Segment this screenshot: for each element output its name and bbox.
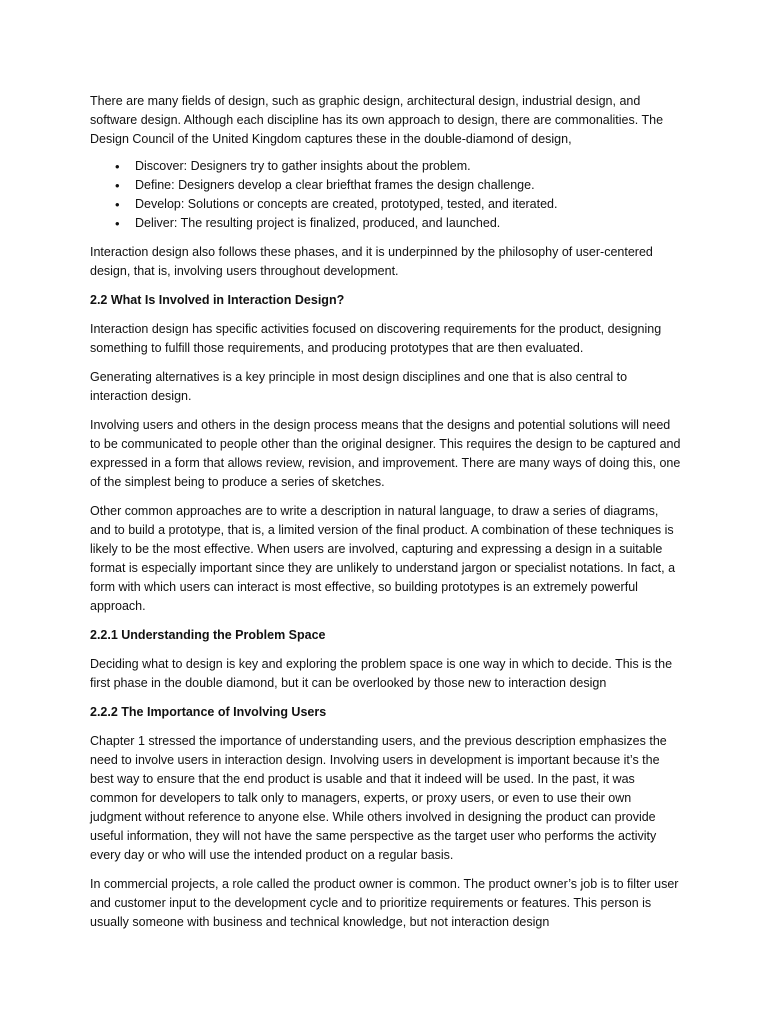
list-item: • Define: Designers develop a clear briefthat frames the design challenge.	[90, 176, 682, 195]
list-item: • Discover: Designers try to gather insights about the problem.	[90, 157, 682, 176]
product-owner-paragraph: In commercial projects, a role called the product owner is common. The product owner’s job is to filter user and customer input to the development cycle and to prioritize requirements or features. This person is usually someone with business and technical knowledge, but not interaction design	[90, 877, 679, 929]
approaches-paragraph: Other common approaches are to write a description in natural language, to draw a series of diagrams, and to build a prototype, that is, a limited version of the final product. A combination of these techniques is likely to be the most effective. When users are involved, capturing and expressing a design in a suitable format is especially important since they are unlikely to understand jargon or specialist notations. In fact, a form with which users can interact is most effective, so building prototypes is an extremely powerful approach.	[90, 504, 676, 613]
list-item: • Deliver: The resulting project is finalized, produced, and launched.	[90, 214, 682, 233]
section-heading-2-2: 2.2 What Is Involved in Interaction Design?	[90, 293, 345, 307]
problem-space-paragraph: Deciding what to design is key and exploring the problem space is one way in which to decide. This is the first phase in the double diamond, but it can be overlooked by those new to interaction design	[90, 657, 673, 690]
section-heading-2-2-2: 2.2.2 The Importance of Involving Users	[90, 705, 327, 719]
phases-paragraph: Interaction design also follows these phases, and it is underpinned by the philosophy of user-centered design, that is, involving users throughout development.	[90, 245, 653, 278]
double-diamond-list	[90, 157, 682, 233]
involving-users-paragraph: Involving users and others in the design process means that the designs and potential solutions will need to be communicated to people other than the original designer. This requires the design to be captured and expressed in a form that allows review, revision, and improvement. There are many ways of doing this, one of the simplest being to produce a series of sketches.	[90, 418, 681, 489]
intro-paragraph: There are many fields of design, such as graphic design, architectural design, industrial design, and software design. Although each discipline has its own approach to design, there are commonalities. The Design Council of the United Kingdom captures these in the double-diamond of design,	[90, 94, 664, 146]
list-item: • Develop: Solutions or concepts are created, prototyped, tested, and iterated.	[90, 195, 682, 214]
activities-paragraph: Interaction design has specific activities focused on discovering requirements for the product, designing something to fulfill those requirements, and producing prototypes that are then evaluated.	[90, 322, 662, 355]
importance-paragraph: Chapter 1 stressed the importance of understanding users, and the previous description emphasizes the need to involve users in interaction design. Involving users in development is important because it’s the best way to ensure that the end product is usable and that it indeed will be used. In the past, it was common for developers to talk only to managers, experts, or proxy users, or even to use their own judgment without reference to anyone else. While others involved in designing the product can provide useful information, they will not have the same perspective as the target user who performs the activity every day or who will use the intended product on a regular basis.	[90, 734, 667, 862]
section-heading-2-2-1: 2.2.1 Understanding the Problem Space	[90, 628, 326, 642]
alternatives-paragraph: Generating alternatives is a key principle in most design disciplines and one that is also central to interaction design.	[90, 370, 628, 403]
